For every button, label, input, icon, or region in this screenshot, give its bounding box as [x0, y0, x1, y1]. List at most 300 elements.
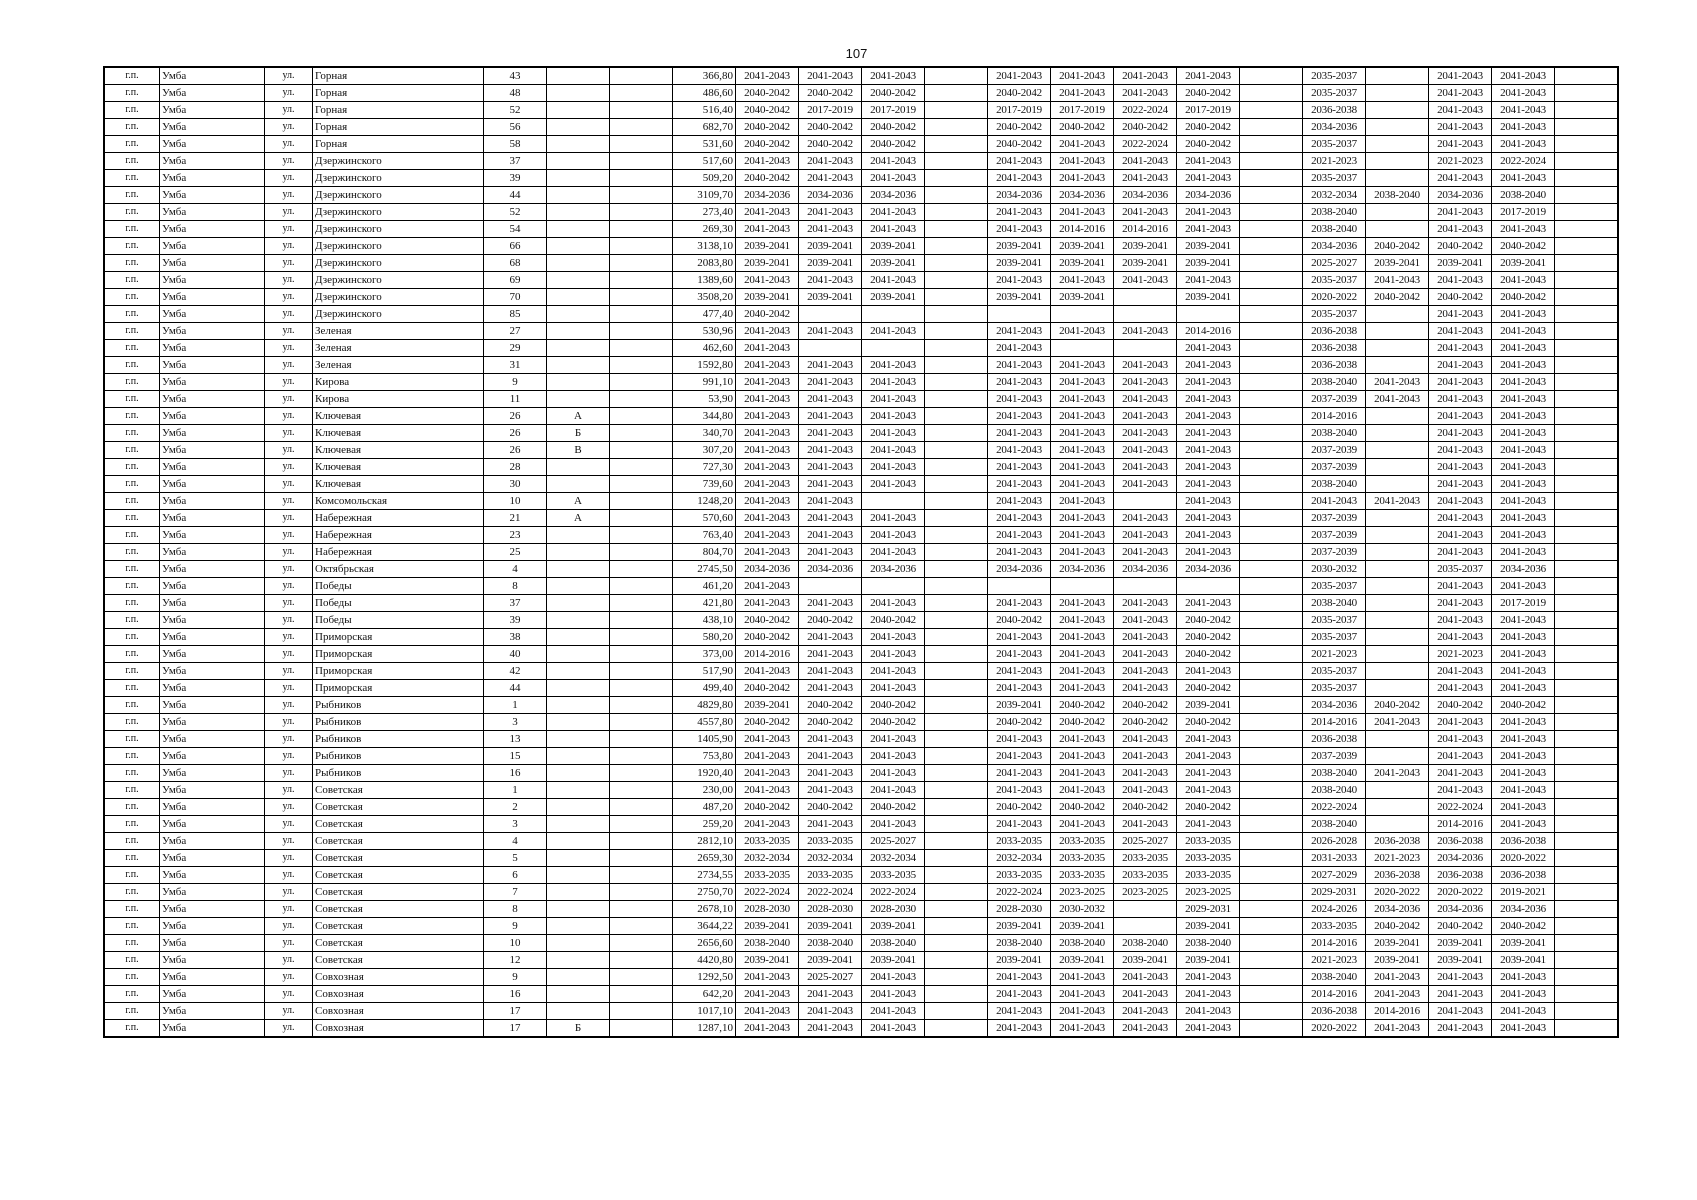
period-cell: 2017-2019	[862, 102, 925, 119]
period-cell: 2040-2042	[1114, 714, 1177, 731]
empty-cell	[925, 952, 988, 969]
building-letter-cell	[547, 884, 610, 901]
empty-cell	[925, 697, 988, 714]
period-cell: 2041-2043	[736, 663, 799, 680]
period-cell: 2040-2042	[1114, 799, 1177, 816]
period-cell: 2041-2043	[799, 544, 862, 561]
extra-cell	[610, 510, 673, 527]
empty-cell	[925, 374, 988, 391]
period-cell: 2033-2035	[736, 833, 799, 850]
table-row	[104, 884, 1618, 901]
empty-cell	[925, 544, 988, 561]
settlement-type-cell: г.п.	[104, 374, 160, 391]
house-number-cell: 16	[484, 986, 547, 1003]
empty-cell	[925, 102, 988, 119]
building-letter-cell	[547, 986, 610, 1003]
period-cell: 2030-2032	[1303, 561, 1366, 578]
period-cell: 2041-2043	[1114, 544, 1177, 561]
period-cell: 2041-2043	[1177, 459, 1240, 476]
period-cell: 2040-2042	[988, 136, 1051, 153]
period-cell: 2041-2043	[1114, 272, 1177, 289]
empty-cell	[1555, 561, 1619, 578]
period-cell: 2034-2036	[736, 187, 799, 204]
empty-cell	[1240, 935, 1303, 952]
street-name-cell: Дзержинского	[313, 238, 484, 255]
period-cell: 2041-2043	[988, 204, 1051, 221]
period-cell: 2024-2026	[1303, 901, 1366, 918]
street-name-cell: Дзержинского	[313, 289, 484, 306]
street-type-cell: ул.	[265, 527, 313, 544]
empty-cell	[1555, 442, 1619, 459]
table-row	[104, 578, 1618, 595]
period-cell: 2041-2043	[1429, 765, 1492, 782]
empty-cell	[1555, 680, 1619, 697]
table-row	[104, 731, 1618, 748]
empty-cell	[1240, 374, 1303, 391]
period-cell: 2014-2016	[1303, 408, 1366, 425]
empty-cell	[1555, 935, 1619, 952]
period-cell: 2041-2043	[1492, 731, 1555, 748]
period-cell: 2041-2043	[1177, 986, 1240, 1003]
period-cell: 2040-2042	[736, 170, 799, 187]
extra-cell	[610, 85, 673, 102]
settlement-name-cell: Умба	[160, 629, 265, 646]
settlement-name-cell: Умба	[160, 187, 265, 204]
street-name-cell: Горная	[313, 136, 484, 153]
period-cell: 2035-2037	[1303, 136, 1366, 153]
period-cell: 2041-2043	[1429, 408, 1492, 425]
period-cell: 2021-2023	[1366, 850, 1429, 867]
empty-cell	[1555, 952, 1619, 969]
period-cell: 2038-2040	[1303, 204, 1366, 221]
empty-cell	[1555, 357, 1619, 374]
street-type-cell: ул.	[265, 969, 313, 986]
period-cell: 2041-2043	[1051, 85, 1114, 102]
period-cell: 2041-2043	[1051, 969, 1114, 986]
period-cell: 2041-2043	[1366, 374, 1429, 391]
period-cell: 2028-2030	[862, 901, 925, 918]
period-cell: 2041-2043	[1429, 204, 1492, 221]
period-cell: 2040-2042	[1492, 238, 1555, 255]
street-type-cell: ул.	[265, 67, 313, 85]
period-cell: 2041-2043	[988, 323, 1051, 340]
area-cell: 486,60	[673, 85, 736, 102]
table-row	[104, 85, 1618, 102]
empty-cell	[1240, 425, 1303, 442]
settlement-name-cell: Умба	[160, 952, 265, 969]
period-cell: 2033-2035	[1177, 850, 1240, 867]
period-cell: 2041-2043	[1177, 493, 1240, 510]
period-cell: 2036-2038	[1303, 102, 1366, 119]
period-cell: 2025-2027	[799, 969, 862, 986]
extra-cell	[610, 374, 673, 391]
building-letter-cell	[547, 697, 610, 714]
period-cell: 2041-2043	[862, 816, 925, 833]
empty-cell	[1240, 187, 1303, 204]
period-cell: 2041-2043	[736, 323, 799, 340]
settlement-type-cell: г.п.	[104, 289, 160, 306]
period-cell: 2041-2043	[862, 67, 925, 85]
period-cell: 2038-2040	[736, 935, 799, 952]
extra-cell	[610, 340, 673, 357]
area-cell: 517,60	[673, 153, 736, 170]
period-cell: 2041-2043	[862, 765, 925, 782]
period-cell: 2039-2041	[1429, 935, 1492, 952]
period-cell: 2041-2043	[862, 272, 925, 289]
extra-cell	[610, 612, 673, 629]
period-cell: 2041-2043	[799, 986, 862, 1003]
period-cell: 2041-2043	[799, 595, 862, 612]
period-cell: 2041-2043	[1492, 459, 1555, 476]
period-cell: 2041-2043	[1114, 323, 1177, 340]
period-cell: 2041-2043	[1429, 986, 1492, 1003]
settlement-type-cell: г.п.	[104, 425, 160, 442]
period-cell: 2039-2041	[1114, 952, 1177, 969]
area-cell: 531,60	[673, 136, 736, 153]
period-cell: 2041-2043	[736, 476, 799, 493]
street-name-cell: Приморская	[313, 629, 484, 646]
period-cell	[1366, 119, 1429, 136]
period-cell: 2039-2041	[988, 952, 1051, 969]
settlement-type-cell: г.п.	[104, 323, 160, 340]
empty-cell	[1555, 782, 1619, 799]
table-row	[104, 646, 1618, 663]
street-type-cell: ул.	[265, 255, 313, 272]
building-letter-cell	[547, 204, 610, 221]
empty-cell	[925, 833, 988, 850]
settlement-type-cell: г.п.	[104, 272, 160, 289]
table-row	[104, 782, 1618, 799]
period-cell	[1366, 204, 1429, 221]
period-cell: 2034-2036	[1051, 561, 1114, 578]
street-name-cell: Рыбников	[313, 731, 484, 748]
period-cell: 2039-2041	[1177, 918, 1240, 935]
period-cell: 2040-2042	[862, 697, 925, 714]
street-type-cell: ул.	[265, 493, 313, 510]
table-row	[104, 442, 1618, 459]
period-cell: 2037-2039	[1303, 442, 1366, 459]
settlement-type-cell: г.п.	[104, 799, 160, 816]
period-cell	[1366, 67, 1429, 85]
period-cell: 2041-2043	[862, 510, 925, 527]
period-cell	[1051, 306, 1114, 323]
period-cell: 2040-2042	[799, 714, 862, 731]
building-letter-cell	[547, 323, 610, 340]
building-letter-cell	[547, 731, 610, 748]
period-cell: 2041-2043	[799, 170, 862, 187]
table-row	[104, 272, 1618, 289]
extra-cell	[610, 578, 673, 595]
period-cell: 2033-2035	[862, 867, 925, 884]
period-cell: 2041-2043	[862, 731, 925, 748]
period-cell: 2019-2021	[1492, 884, 1555, 901]
settlement-type-cell: г.п.	[104, 884, 160, 901]
period-cell: 2041-2043	[1429, 67, 1492, 85]
empty-cell	[1240, 748, 1303, 765]
period-cell: 2041-2043	[1051, 595, 1114, 612]
period-cell: 2040-2042	[1429, 289, 1492, 306]
empty-cell	[925, 867, 988, 884]
empty-cell	[1240, 986, 1303, 1003]
building-letter-cell	[547, 476, 610, 493]
period-cell: 2041-2043	[862, 442, 925, 459]
period-cell: 2017-2019	[1492, 204, 1555, 221]
street-type-cell: ул.	[265, 765, 313, 782]
extra-cell	[610, 1020, 673, 1038]
period-cell: 2041-2043	[1051, 510, 1114, 527]
period-cell: 2014-2016	[1177, 323, 1240, 340]
period-cell: 2040-2042	[862, 85, 925, 102]
period-cell: 2041-2043	[799, 357, 862, 374]
period-cell: 2039-2041	[1177, 697, 1240, 714]
empty-cell	[1240, 153, 1303, 170]
period-cell: 2041-2043	[799, 391, 862, 408]
empty-cell	[925, 901, 988, 918]
table-row	[104, 187, 1618, 204]
period-cell: 2041-2043	[1114, 510, 1177, 527]
street-name-cell: Советская	[313, 782, 484, 799]
period-cell: 2030-2032	[1051, 901, 1114, 918]
street-name-cell: Дзержинского	[313, 272, 484, 289]
empty-cell	[925, 408, 988, 425]
period-cell: 2041-2043	[799, 527, 862, 544]
period-cell: 2041-2043	[1429, 731, 1492, 748]
table-row	[104, 238, 1618, 255]
period-cell: 2041-2043	[736, 459, 799, 476]
period-cell: 2041-2043	[799, 782, 862, 799]
period-cell: 2021-2023	[1303, 952, 1366, 969]
period-cell: 2041-2043	[799, 221, 862, 238]
period-cell: 2041-2043	[862, 170, 925, 187]
period-cell: 2041-2043	[1492, 67, 1555, 85]
street-type-cell: ул.	[265, 748, 313, 765]
period-cell: 2037-2039	[1303, 748, 1366, 765]
period-cell: 2033-2035	[1051, 833, 1114, 850]
period-cell: 2040-2042	[736, 306, 799, 323]
period-cell: 2014-2016	[1303, 935, 1366, 952]
period-cell: 2041-2043	[1177, 153, 1240, 170]
period-cell: 2041-2043	[1429, 663, 1492, 680]
house-number-cell: 15	[484, 748, 547, 765]
settlement-type-cell: г.п.	[104, 867, 160, 884]
period-cell	[1366, 527, 1429, 544]
settlement-name-cell: Умба	[160, 289, 265, 306]
building-letter-cell	[547, 748, 610, 765]
area-cell: 2659,30	[673, 850, 736, 867]
extra-cell	[610, 816, 673, 833]
extra-cell	[610, 187, 673, 204]
street-name-cell: Ключевая	[313, 408, 484, 425]
period-cell: 2041-2043	[1177, 204, 1240, 221]
period-cell: 2041-2043	[1051, 986, 1114, 1003]
area-cell: 4420,80	[673, 952, 736, 969]
house-number-cell: 85	[484, 306, 547, 323]
period-cell: 2014-2016	[1303, 986, 1366, 1003]
settlement-name-cell: Умба	[160, 357, 265, 374]
street-type-cell: ул.	[265, 884, 313, 901]
period-cell: 2041-2043	[1429, 357, 1492, 374]
empty-cell	[1240, 442, 1303, 459]
settlement-name-cell: Умба	[160, 884, 265, 901]
table-row	[104, 204, 1618, 221]
table-row	[104, 986, 1618, 1003]
area-cell: 2678,10	[673, 901, 736, 918]
period-cell: 2034-2036	[1177, 187, 1240, 204]
house-number-cell: 16	[484, 765, 547, 782]
settlement-type-cell: г.п.	[104, 408, 160, 425]
house-number-cell: 8	[484, 578, 547, 595]
settlement-type-cell: г.п.	[104, 646, 160, 663]
period-cell: 2039-2041	[1177, 238, 1240, 255]
settlement-type-cell: г.п.	[104, 238, 160, 255]
period-cell	[1051, 340, 1114, 357]
extra-cell	[610, 204, 673, 221]
period-cell: 2041-2043	[862, 476, 925, 493]
empty-cell	[1240, 850, 1303, 867]
settlement-name-cell: Умба	[160, 374, 265, 391]
period-cell	[1114, 289, 1177, 306]
empty-cell	[925, 663, 988, 680]
period-cell: 2041-2043	[862, 1003, 925, 1020]
table-row	[104, 510, 1618, 527]
period-cell: 2041-2043	[1051, 408, 1114, 425]
period-cell: 2038-2040	[1051, 935, 1114, 952]
period-cell: 2041-2043	[1114, 731, 1177, 748]
building-letter-cell	[547, 1003, 610, 1020]
table-row	[104, 67, 1618, 85]
period-cell: 2041-2043	[1177, 544, 1240, 561]
period-cell: 2041-2043	[862, 663, 925, 680]
house-number-cell: 39	[484, 170, 547, 187]
table-row	[104, 255, 1618, 272]
period-cell: 2041-2043	[799, 442, 862, 459]
period-cell: 2041-2043	[988, 476, 1051, 493]
empty-cell	[1555, 340, 1619, 357]
house-number-cell: 11	[484, 391, 547, 408]
period-cell: 2041-2043	[988, 969, 1051, 986]
period-cell: 2041-2043	[1366, 493, 1429, 510]
period-cell: 2041-2043	[799, 374, 862, 391]
period-cell: 2032-2034	[799, 850, 862, 867]
period-cell: 2041-2043	[1114, 374, 1177, 391]
empty-cell	[925, 153, 988, 170]
house-number-cell: 69	[484, 272, 547, 289]
period-cell: 2041-2043	[862, 391, 925, 408]
area-cell: 642,20	[673, 986, 736, 1003]
settlement-type-cell: г.п.	[104, 986, 160, 1003]
empty-cell	[1555, 272, 1619, 289]
settlement-type-cell: г.п.	[104, 918, 160, 935]
building-letter-cell	[547, 578, 610, 595]
street-type-cell: ул.	[265, 187, 313, 204]
period-cell: 2014-2016	[1429, 816, 1492, 833]
period-cell: 2035-2037	[1303, 170, 1366, 187]
settlement-type-cell: г.п.	[104, 697, 160, 714]
period-cell: 2041-2043	[1492, 476, 1555, 493]
street-type-cell: ул.	[265, 850, 313, 867]
extra-cell	[610, 561, 673, 578]
house-number-cell: 4	[484, 833, 547, 850]
period-cell: 2039-2041	[736, 918, 799, 935]
period-cell: 2033-2035	[1051, 867, 1114, 884]
period-cell: 2038-2040	[1303, 425, 1366, 442]
empty-cell	[1555, 306, 1619, 323]
empty-cell	[925, 714, 988, 731]
building-letter-cell	[547, 527, 610, 544]
period-cell: 2041-2043	[736, 765, 799, 782]
period-cell	[1366, 442, 1429, 459]
settlement-name-cell: Умба	[160, 612, 265, 629]
empty-cell	[1240, 323, 1303, 340]
period-cell: 2041-2043	[988, 782, 1051, 799]
period-cell: 2041-2043	[1177, 340, 1240, 357]
settlement-type-cell: г.п.	[104, 969, 160, 986]
period-cell: 2041-2043	[1429, 374, 1492, 391]
period-cell: 2041-2043	[1429, 391, 1492, 408]
period-cell: 2041-2043	[1177, 374, 1240, 391]
period-cell: 2040-2042	[1492, 289, 1555, 306]
period-cell: 2021-2023	[1303, 646, 1366, 663]
empty-cell	[1240, 918, 1303, 935]
area-cell: 461,20	[673, 578, 736, 595]
empty-cell	[925, 493, 988, 510]
area-cell: 2083,80	[673, 255, 736, 272]
building-letter-cell	[547, 306, 610, 323]
street-type-cell: ул.	[265, 901, 313, 918]
period-cell: 2041-2043	[1492, 663, 1555, 680]
period-cell: 2041-2043	[1051, 646, 1114, 663]
street-name-cell: Советская	[313, 799, 484, 816]
empty-cell	[1555, 867, 1619, 884]
period-cell: 2041-2043	[862, 544, 925, 561]
settlement-type-cell: г.п.	[104, 748, 160, 765]
building-letter-cell	[547, 357, 610, 374]
house-number-cell: 52	[484, 102, 547, 119]
period-cell: 2041-2043	[862, 323, 925, 340]
period-cell: 2041-2043	[1051, 544, 1114, 561]
period-cell: 2041-2043	[1492, 969, 1555, 986]
period-cell: 2014-2016	[1051, 221, 1114, 238]
period-cell: 2039-2041	[1492, 952, 1555, 969]
settlement-type-cell: г.п.	[104, 510, 160, 527]
period-cell: 2041-2043	[988, 340, 1051, 357]
period-cell: 2041-2043	[862, 782, 925, 799]
period-cell	[1366, 680, 1429, 697]
period-cell: 2038-2040	[1303, 476, 1366, 493]
house-number-cell: 23	[484, 527, 547, 544]
street-name-cell: Рыбников	[313, 697, 484, 714]
building-letter-cell: А	[547, 408, 610, 425]
street-name-cell: Приморская	[313, 680, 484, 697]
empty-cell	[1555, 170, 1619, 187]
period-cell: 2033-2035	[988, 867, 1051, 884]
street-type-cell: ул.	[265, 408, 313, 425]
period-cell: 2041-2043	[1366, 765, 1429, 782]
empty-cell	[925, 595, 988, 612]
period-cell: 2022-2024	[736, 884, 799, 901]
period-cell: 2041-2043	[799, 272, 862, 289]
period-cell: 2040-2042	[988, 612, 1051, 629]
house-number-cell: 8	[484, 901, 547, 918]
period-cell: 2038-2040	[1492, 187, 1555, 204]
period-cell: 2041-2043	[1492, 612, 1555, 629]
period-cell: 2041-2043	[1492, 544, 1555, 561]
period-cell: 2041-2043	[1114, 459, 1177, 476]
period-cell: 2040-2042	[1114, 119, 1177, 136]
period-cell: 2036-2038	[1303, 357, 1366, 374]
settlement-name-cell: Умба	[160, 102, 265, 119]
building-letter-cell	[547, 255, 610, 272]
